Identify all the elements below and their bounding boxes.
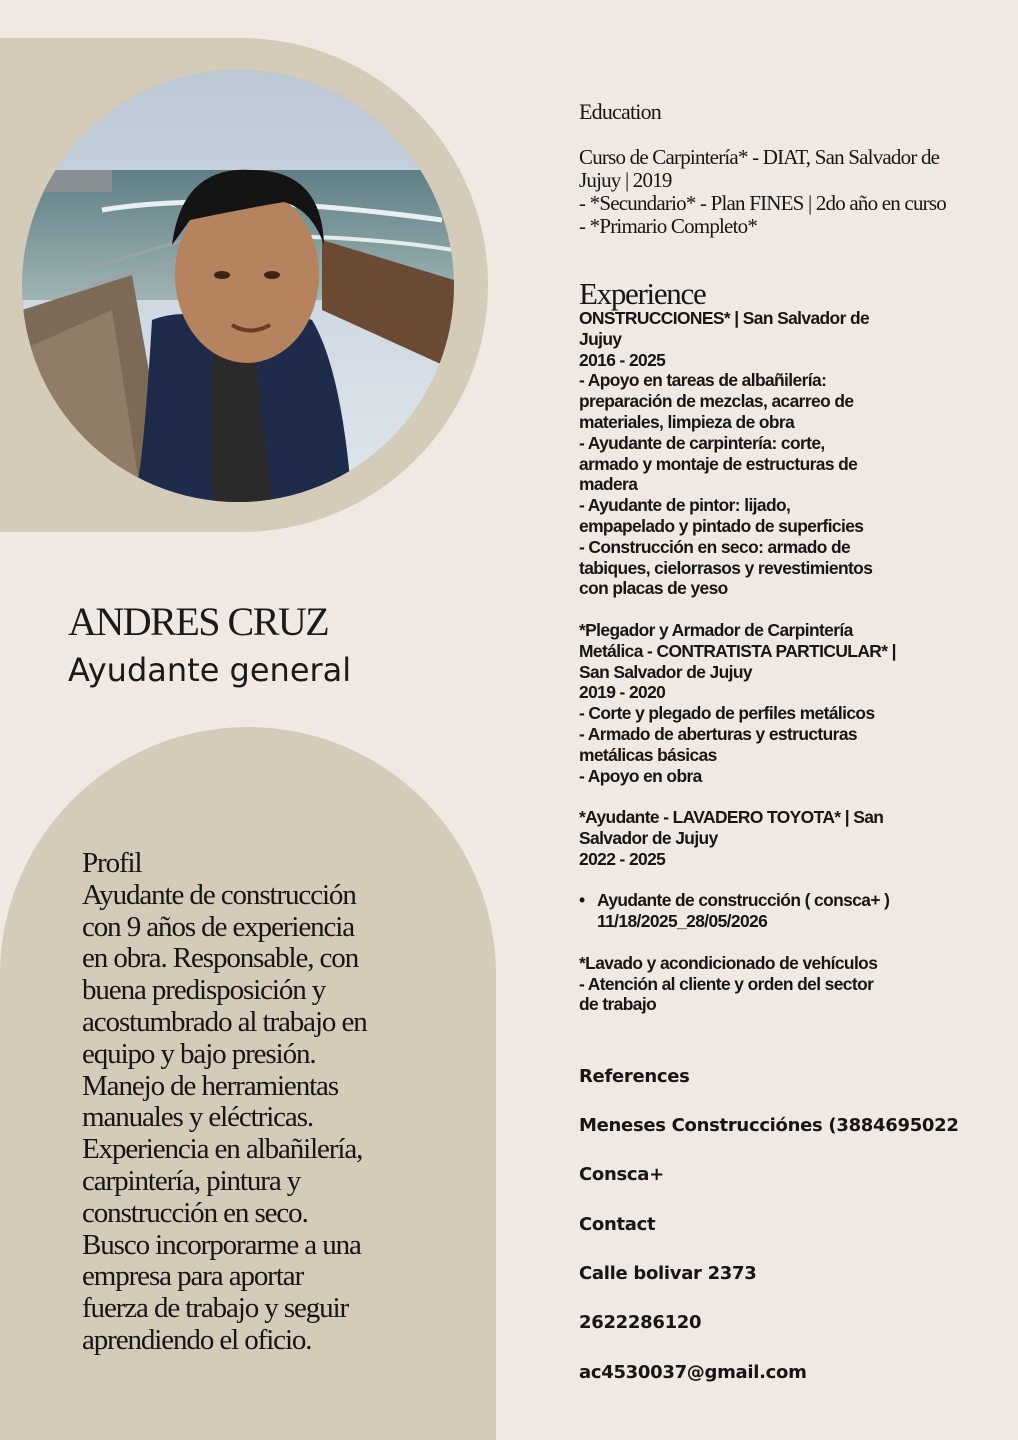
profile-line: acostumbrado al trabajo en (82, 1005, 367, 1038)
education-line: - *Secundario* - Plan FINES | 2do año en curso (579, 191, 946, 215)
profile-line: equipo y bajo presión. (82, 1037, 316, 1070)
education-line: Jujuy | 2019 (579, 168, 672, 192)
references-title: References (579, 1066, 690, 1087)
job-role: Ayudante general (68, 651, 352, 689)
profile-photo (22, 70, 454, 502)
experience-line: - Corte y plegado de perfiles metálicos (579, 703, 875, 724)
bullet-item (579, 890, 924, 932)
experience-line: *Ayudante - LAVADERO TOYOTA* | San (579, 807, 884, 828)
experience-line: - Ayudante de carpintería: corte, (579, 432, 825, 453)
contact-phone: 2622286120 (579, 1312, 702, 1333)
bullet-icon: • (579, 890, 585, 911)
profile-line: Manejo de herramientas (82, 1069, 339, 1102)
contact-title: Contact (579, 1214, 656, 1235)
experience-line: *Plegador y Armador de Carpintería (579, 619, 853, 640)
experience-line: materiales, limpieza de obra (579, 411, 795, 432)
bullet-line: 11/18/2025_28/05/2026 (597, 911, 768, 932)
right-column (579, 98, 1009, 1015)
experience-title: Experience (579, 276, 706, 311)
experience-line: tabiques, cielorrasos y revestimientos (579, 557, 873, 578)
profile-line: Busco incorporarme a una (82, 1228, 361, 1261)
experience-line: madera (579, 474, 638, 495)
experience-line: - Ayudante de pintor: lijado, (579, 495, 791, 516)
experience-line: San Salvador de Jujuy (579, 661, 752, 682)
profile-line: manuales y eléctricas. (82, 1101, 314, 1134)
experience-line: 2019 - 2020 (579, 682, 666, 703)
profile-line: con 9 años de experiencia (82, 910, 355, 943)
profile-line: carpintería, pintura y (82, 1164, 301, 1197)
profile-line: fuerza de trabajo y seguir (82, 1292, 349, 1325)
experience-list (579, 308, 924, 1015)
profile-line: aprendiendo el oficio. (82, 1323, 312, 1356)
experience-line: - Atención al cliente y orden del sector (579, 973, 874, 994)
experience-line: Jujuy (579, 328, 622, 349)
experience-line: de trabajo (579, 994, 657, 1015)
profile-line: empresa para aportar (82, 1260, 304, 1293)
reference-item: Meneses Construcciónes (3884695022 (579, 1115, 959, 1136)
profile-section (82, 848, 482, 1357)
experience-line: metálicas básicas (579, 744, 717, 765)
education-line: Curso de Carpintería* - DIAT, San Salvador de (579, 145, 940, 169)
experience-line: preparación de mezclas, acarreo de (579, 391, 854, 412)
contact-email: ac4530037@gmail.com (579, 1362, 807, 1383)
experience-line: empapelado y pintado de superficies (579, 515, 864, 536)
education-list (579, 146, 1009, 238)
experience-line: 2022 - 2025 (579, 848, 666, 869)
experience-line: - Armado de aberturas y estructuras (579, 723, 857, 744)
profile-title: Profil (82, 847, 142, 879)
experience-line: ONSTRUCCIONES* | San Salvador de (579, 308, 870, 328)
experience-line: Salvador de Jujuy (579, 827, 718, 848)
person-name: ANDRES CRUZ (68, 599, 329, 644)
experience-line: con placas de yeso (579, 578, 728, 599)
profile-line: Ayudante de construcción (82, 878, 356, 911)
profile-line: en obra. Responsable, con (82, 942, 359, 975)
experience-line: Metálica - CONTRATISTA PARTICULAR* | (579, 640, 896, 661)
profile-line: buena predisposición y (82, 974, 326, 1007)
profile-line: construcción en seco. (82, 1196, 308, 1229)
experience-line: 2016 - 2025 (579, 349, 666, 370)
experience-line: - Apoyo en obra (579, 765, 702, 786)
bullet-line: Ayudante de construcción ( consca+ ) (597, 890, 890, 911)
experience-line: - Apoyo en tareas de albañilería: (579, 370, 827, 391)
experience-line: - Construcción en seco: armado de (579, 536, 851, 557)
experience-line: *Lavado y acondicionado de vehículos (579, 952, 878, 973)
education-line: - *Primario Completo* (579, 214, 758, 238)
reference-item: Consca+ (579, 1164, 664, 1185)
profile-line: Experiencia en albañilería, (82, 1133, 363, 1166)
education-title: Education (579, 99, 661, 124)
experience-line: armado y montaje de estructuras de (579, 453, 858, 474)
contact-address: Calle bolivar 2373 (579, 1263, 757, 1284)
